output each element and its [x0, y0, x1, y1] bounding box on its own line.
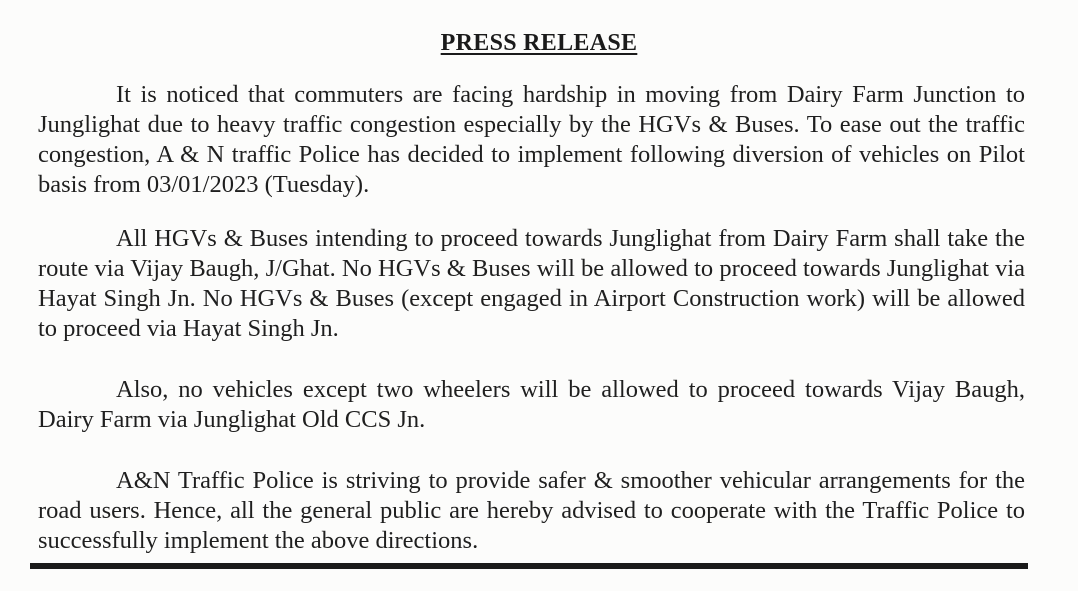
paragraph-intro: It is noticed that commuters are facing hardship in moving from Dairy Farm Junction to Junglighat due to heavy traffic congestion especially by the HGVs & Buses. To ease out the traffic congestion, A & N traffic Police has decided to implement following diversion of vehicles on Pilot basis from 03/01/2023 (Tuesday).	[38, 81, 1025, 198]
paragraph-hgv-bus-route: All HGVs & Buses intending to proceed towards Junglighat from Dairy Farm shall take the route via Vijay Baugh, J/Ghat. No HGVs & Buses will be allowed to proceed towards Junglighat via Hayat Singh Jn. No HGVs & Buses (except engaged in Airport Construction work) will be allowed to proceed via Hayat Singh Jn.	[38, 225, 1025, 342]
paragraph-two-wheelers: Also, no vehicles except two wheelers will be allowed to proceed towards Vijay Baugh, Dairy Farm via Junglighat Old CCS Jn.	[38, 376, 1025, 433]
page-title	[0, 30, 1078, 57]
page-title-text: PRESS RELEASE	[440, 30, 638, 56]
bottom-divider	[30, 563, 1028, 569]
paragraph-public-advisory: A&N Traffic Police is striving to provide safer & smoother vehicular arrangements for the road users. Hence, all the general public are hereby advised to cooperate with the Traffic Police to successfully implement the above directions.	[38, 467, 1025, 554]
